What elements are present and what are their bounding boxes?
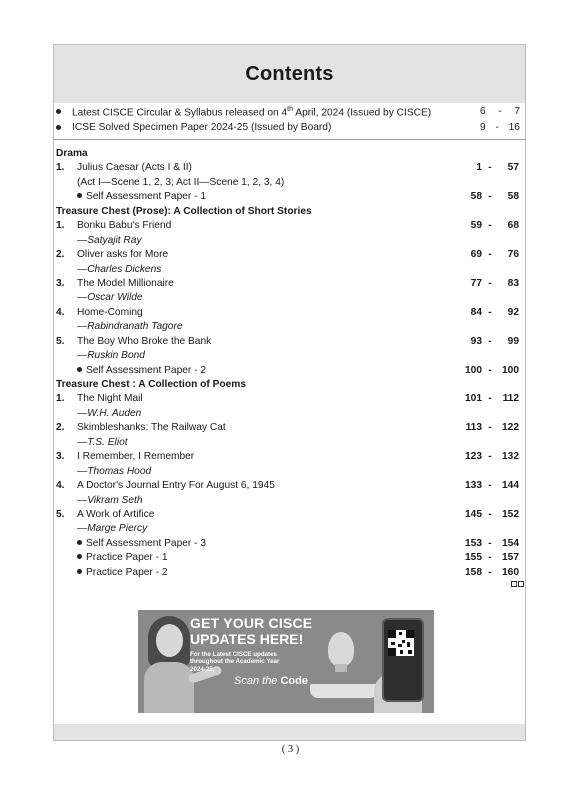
toc-entry[interactable] [56,364,519,378]
open-book-icon [310,684,378,698]
page-range: 59 - 68 [470,220,519,232]
contents-header [54,45,525,103]
entry-number: 4. [56,306,65,318]
author-name: —Oscar Wilde [77,292,143,304]
qr-code[interactable] [388,630,414,656]
author-name: —Rabindranath Tagore [77,321,183,333]
divider [54,139,525,140]
girl-body [144,662,194,713]
author-name: —Charles Dickens [77,263,162,275]
entry-number: 4. [56,480,65,492]
toc-entry[interactable] [56,190,519,204]
section-label: Drama [56,148,88,159]
entry-title: A Work of Artifice [77,508,155,520]
entry-title: Skimbleshanks: The Railway Cat [77,422,226,434]
entry-title: Practice Paper - 2 [77,566,168,580]
section-heading [56,205,519,219]
bullet-icon [56,125,61,130]
toc-entry[interactable] [56,306,519,320]
page-range: 123 - 132 [465,451,519,463]
author-line [56,436,519,450]
page-range: 77 - 83 [470,277,519,289]
entry-title: Oliver asks for More [77,249,169,261]
page-title: Contents [245,63,334,85]
author-name: —Ruskin Bond [77,350,145,362]
end-mark [511,581,524,587]
entry-title: The Night Mail [77,393,143,405]
toc-entry[interactable] [56,421,519,435]
page-range: 113 - 122 [465,422,519,434]
page-range: 145 - 152 [465,508,519,520]
page-number: ( 3 ) [281,744,300,755]
page-range: 6 - 7 [480,106,520,117]
author-name: —Vikram Seth [77,494,143,506]
page-range: 133 - 144 [465,480,519,492]
page-range: 1 - 57 [476,162,519,174]
table-of-contents [56,147,519,580]
entry-title: Practice Paper - 1 [77,551,168,565]
section-heading [56,147,519,161]
lightbulb-base [335,664,347,672]
top-bullet-item[interactable] [56,122,524,136]
author-name: —Thomas Hood [77,465,152,477]
toc-entry[interactable] [56,161,519,175]
author-name: —W.H. Auden [77,407,142,419]
entry-number: 3. [56,451,65,463]
entry-number: 1. [56,162,65,174]
page-range: 84 - 92 [470,306,519,318]
entry-number: 5. [56,335,65,347]
author-line [56,320,519,334]
entry-title: Self Assessment Paper - 2 [77,364,206,378]
bullet-text: ICSE Solved Specimen Paper 2024-25 (Issued by Board) [72,122,332,133]
page-range: 93 - 99 [470,335,519,347]
author-line [56,494,519,508]
page-range: 101 - 112 [465,393,519,405]
author-line [56,407,519,421]
author-line [56,349,519,363]
banner-heading-line1: GET YOUR CISCE [190,615,313,631]
scan-the-code-text: Scan the Code [234,675,308,687]
lightbulb-icon [328,632,354,666]
entry-number: 2. [56,422,65,434]
footer-bar [54,724,525,740]
author-name: —Marge Piercy [77,523,148,535]
page-range: 153 - 154 [465,537,519,549]
entry-title: Julius Caesar (Acts I & II) [77,162,192,174]
entry-number: 5. [56,508,65,520]
bullet-icon [56,109,61,114]
entry-title: Self Assessment Paper - 1 [77,190,206,204]
author-line [56,234,519,248]
entry-number: 1. [56,220,65,232]
author-line [56,291,519,305]
banner-subtext: For the Latest CISCE updates throughout the Academic Year 2024-25, [190,651,280,673]
section-label: Treasure Chest (Prose): A Collection of Short Stories [56,205,312,217]
page-range: 69 - 76 [470,249,519,261]
toc-entry[interactable] [56,277,519,291]
bullet-icon [77,193,82,198]
page-range: 58 - 58 [470,191,519,203]
page-range: 100 - 100 [465,364,519,376]
author-line [56,465,519,479]
entry-title: The Boy Who Broke the Bank [77,335,212,347]
entry-number: 1. [56,393,65,405]
entry-title: (Act I—Scene 1, 2, 3; Act II—Scene 1, 2, 3, 4) [77,176,285,188]
bullet-icon [77,554,82,559]
toc-entry[interactable] [56,551,519,565]
section-heading [56,378,519,392]
toc-entry[interactable] [56,248,519,262]
author-name: —T.S. Eliot [77,436,128,448]
author-line [56,263,519,277]
section-label: Treasure Chest : A Collection of Poems [56,379,247,390]
toc-entry[interactable] [56,566,519,580]
entry-number: 2. [56,249,65,261]
page-range: 158 - 160 [465,566,519,578]
entry-title: Self Assessment Paper - 3 [77,537,206,551]
page-range: 9 - 16 [480,122,520,133]
page-range: 155 - 157 [465,552,519,564]
toc-entry[interactable] [56,537,519,551]
author-name: —Satyajit Ray [77,234,142,246]
entry-title: A Doctor's Journal Entry For August 6, 1945 [77,480,275,492]
toc-entry[interactable] [56,392,519,406]
author-line [56,522,519,536]
cisce-updates-banner[interactable] [138,610,434,713]
entry-title: The Model Millionaire [77,277,174,289]
toc-entry [56,176,519,190]
toc-entry[interactable] [56,479,519,493]
entry-number: 3. [56,277,65,289]
toc-entry[interactable] [56,219,519,233]
bullet-icon [77,569,82,574]
banner-heading-line2: UPDATES HERE! [190,631,304,647]
toc-entry[interactable] [56,450,519,464]
girl-face [156,624,183,657]
bullet-icon [77,367,82,372]
entry-title: Home-Coming [77,306,143,318]
entry-title: I Remember, I Remember [77,451,195,463]
bullet-icon [77,540,82,545]
top-bullet-item[interactable] [56,106,524,120]
toc-entry[interactable] [56,508,519,522]
toc-entry[interactable] [56,335,519,349]
entry-title: Bonku Babu's Friend [77,220,172,232]
bullet-text: Latest CISCE Circular & Syllabus released on 4th April, 2024 (Issued by CISCE) [72,106,432,119]
